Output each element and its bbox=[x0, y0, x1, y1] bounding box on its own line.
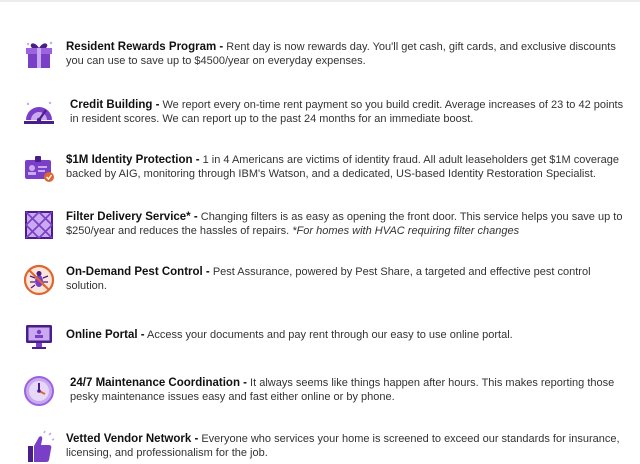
air-filter-icon bbox=[22, 208, 56, 242]
benefit-title: 24/7 Maintenance Coordination - bbox=[70, 377, 247, 389]
clock-icon bbox=[22, 374, 56, 408]
benefit-title: Filter Delivery Service* - bbox=[66, 211, 198, 223]
benefit-title: Resident Rewards Program - bbox=[66, 41, 224, 53]
benefit-description: Changing filters is as easy as opening the front door. This service helps you save up to $250/year and reduces the hassles of repairs. bbox=[66, 211, 623, 237]
benefit-description: It always seems like things happen after hours. This makes reporting those pesky maintenance issues easy and fast either online or by phone. bbox=[70, 377, 615, 403]
benefit-title: Credit Building - bbox=[70, 99, 160, 111]
top-divider bbox=[0, 0, 640, 2]
benefit-identity-protection bbox=[0, 151, 640, 185]
benefit-online-portal bbox=[0, 319, 640, 353]
monitor-icon bbox=[22, 319, 56, 353]
benefit-title: $1M Identity Protection - bbox=[66, 154, 200, 166]
benefit-description: 1 in 4 Americans are victims of identity fraud. All adult leaseholders get $1M coverage backed by AIG, monitoring through IBM's Watson, and a dedicated, US-based Identity Restoration Specialist. bbox=[66, 154, 619, 180]
benefit-resident-rewards bbox=[0, 38, 640, 72]
id-badge-icon bbox=[22, 151, 56, 185]
benefit-title: Vetted Vendor Network - bbox=[66, 433, 199, 445]
credit-gauge-icon bbox=[22, 96, 56, 130]
benefit-vendor-network bbox=[0, 430, 640, 464]
benefit-description: Pest Assurance, powered by Pest Share, a targeted and effective pest control solution. bbox=[66, 266, 591, 292]
benefit-footnote: *For homes with HVAC requiring filter changes bbox=[292, 225, 520, 237]
benefit-maintenance bbox=[0, 374, 640, 408]
benefit-description: Rent day is now rewards day. You'll get cash, gift cards, and exclusive discounts you can use to save up to $4500/year on everyday expenses. bbox=[66, 41, 616, 67]
benefit-credit-building bbox=[0, 96, 640, 130]
benefit-title: On-Demand Pest Control - bbox=[66, 266, 210, 278]
benefit-title: Online Portal - bbox=[66, 329, 145, 341]
thumbs-up-icon bbox=[22, 430, 56, 464]
benefit-description: We report every on-time rent payment so you build credit. Average increases of 23 to 42 points in resident scores. We can report up to the past 24 months for an immediate boost. bbox=[70, 99, 624, 125]
benefit-description: Access your documents and pay rent through our easy to use online portal. bbox=[144, 329, 513, 341]
benefit-description: Everyone who services your home is screened to exceed our standards for insurance, licensing, and professionalism for the job. bbox=[66, 433, 620, 459]
gift-icon bbox=[22, 38, 56, 72]
benefit-filter-delivery bbox=[0, 208, 640, 242]
benefit-pest-control bbox=[0, 263, 640, 297]
no-bug-icon bbox=[22, 263, 56, 297]
